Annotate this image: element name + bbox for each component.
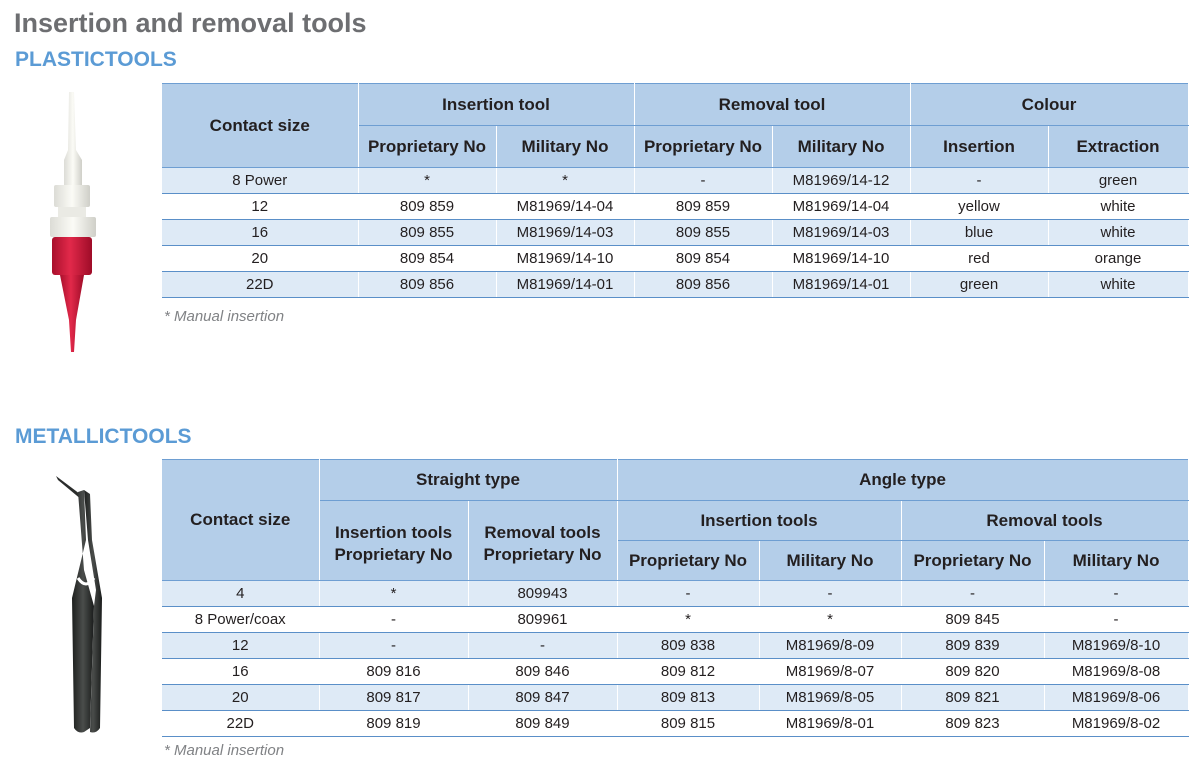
table-row — [162, 607, 1188, 633]
table-cell: 809 859 — [358, 194, 496, 220]
table-cell: 20 — [162, 246, 358, 272]
header-angle-insertion-proprietary-no: Proprietary No — [617, 541, 759, 581]
header-insertion-proprietary-no: Proprietary No — [358, 126, 496, 168]
header-line: Proprietary No — [483, 544, 602, 564]
metallic-tools-table — [162, 459, 1189, 737]
table-cell: M81969/14-04 — [772, 194, 910, 220]
header-straight-type: Straight type — [319, 460, 617, 501]
table-cell: 809 820 — [901, 659, 1044, 685]
header-removal-military-no: Military No — [772, 126, 910, 168]
table-cell: * — [358, 168, 496, 194]
header-contact-size: Contact size — [162, 84, 358, 168]
table-cell: M81969/8-01 — [759, 711, 901, 737]
table-cell: - — [901, 581, 1044, 607]
table-cell: M81969/8-10 — [1044, 633, 1188, 659]
table-cell: - — [759, 581, 901, 607]
table-row — [162, 168, 1188, 194]
table-cell: 22D — [162, 272, 358, 298]
table-row — [162, 581, 1188, 607]
table-cell: M81969/14-10 — [772, 246, 910, 272]
table-cell: 809 821 — [901, 685, 1044, 711]
table-cell: 809 854 — [634, 246, 772, 272]
page-title: Insertion and removal tools — [14, 8, 367, 38]
table-cell: 809 849 — [468, 711, 617, 737]
table-cell: 4 — [162, 581, 319, 607]
table-cell: M81969/8-08 — [1044, 659, 1188, 685]
header-colour: Colour — [910, 84, 1188, 126]
header-insertion-tool: Insertion tool — [358, 84, 634, 126]
metallic-tool-image — [50, 470, 120, 735]
header-line: Removal tools — [484, 522, 601, 542]
table-cell: green — [910, 272, 1048, 298]
table-cell: 20 — [162, 685, 319, 711]
table-cell: 809 839 — [901, 633, 1044, 659]
table-cell: 809 816 — [319, 659, 468, 685]
table-cell: 809 846 — [468, 659, 617, 685]
table-cell: 809 812 — [617, 659, 759, 685]
table-cell: 809 819 — [319, 711, 468, 737]
table-cell: 8 Power — [162, 168, 358, 194]
table-cell: white — [1048, 194, 1188, 220]
table-cell: - — [319, 607, 468, 633]
table-cell: 809 815 — [617, 711, 759, 737]
table-cell: 809 859 — [634, 194, 772, 220]
header-angle-insertion-military-no: Military No — [759, 541, 901, 581]
header-angle-removal-military-no: Military No — [1044, 541, 1188, 581]
table-cell: 22D — [162, 711, 319, 737]
table-cell: 16 — [162, 220, 358, 246]
table-cell: 809 855 — [634, 220, 772, 246]
header-straight-insertion-proprietary-no — [319, 501, 468, 581]
metallic-tools-title: METALLICTOOLS — [15, 425, 192, 448]
table-cell: M81969/14-03 — [772, 220, 910, 246]
table-cell: M81969/8-02 — [1044, 711, 1188, 737]
table-cell: 809961 — [468, 607, 617, 633]
table-cell: green — [1048, 168, 1188, 194]
header-angle-insertion-tools: Insertion tools — [617, 501, 901, 541]
table-cell: 809 856 — [358, 272, 496, 298]
table-cell: * — [319, 581, 468, 607]
table-cell: - — [1044, 607, 1188, 633]
table-row — [162, 633, 1188, 659]
table-cell: - — [617, 581, 759, 607]
header-angle-type: Angle type — [617, 460, 1188, 501]
table-row — [162, 711, 1188, 737]
table-cell: 809 813 — [617, 685, 759, 711]
header-insertion-military-no: Military No — [496, 126, 634, 168]
table-row — [162, 685, 1188, 711]
table-cell: M81969/14-12 — [772, 168, 910, 194]
header-removal-proprietary-no: Proprietary No — [634, 126, 772, 168]
plastic-tool-image — [38, 90, 108, 355]
table-cell: 809 855 — [358, 220, 496, 246]
table-row — [162, 659, 1188, 685]
table-cell: red — [910, 246, 1048, 272]
header-contact-size: Contact size — [162, 460, 319, 581]
header-removal-tool: Removal tool — [634, 84, 910, 126]
table-row — [162, 246, 1188, 272]
header-colour-insertion: Insertion — [910, 126, 1048, 168]
table-cell: M81969/14-03 — [496, 220, 634, 246]
table-cell: - — [468, 633, 617, 659]
table-cell: - — [1044, 581, 1188, 607]
table-cell: * — [617, 607, 759, 633]
table-cell: M81969/8-05 — [759, 685, 901, 711]
table-cell: 809 847 — [468, 685, 617, 711]
table-cell: * — [496, 168, 634, 194]
table-cell: white — [1048, 220, 1188, 246]
table-cell: yellow — [910, 194, 1048, 220]
plastic-tools-table — [162, 83, 1189, 298]
table-cell: 16 — [162, 659, 319, 685]
table-cell: M81969/8-06 — [1044, 685, 1188, 711]
table-cell: 8 Power/coax — [162, 607, 319, 633]
table-cell: M81969/8-07 — [759, 659, 901, 685]
table-cell: M81969/14-01 — [772, 272, 910, 298]
header-line: Insertion tools — [334, 522, 453, 542]
header-straight-removal-proprietary-no — [468, 501, 617, 581]
table-cell: 12 — [162, 194, 358, 220]
table-row — [162, 272, 1188, 298]
table-cell: 809 856 — [634, 272, 772, 298]
table-cell: 809 823 — [901, 711, 1044, 737]
table-row — [162, 220, 1188, 246]
table-cell: M81969/14-10 — [496, 246, 634, 272]
table-cell: white — [1048, 272, 1188, 298]
table-cell: * — [759, 607, 901, 633]
table-cell: 809 838 — [617, 633, 759, 659]
table-cell: - — [910, 168, 1048, 194]
table-cell: M81969/8-09 — [759, 633, 901, 659]
table-cell: orange — [1048, 246, 1188, 272]
table-cell: M81969/14-01 — [496, 272, 634, 298]
header-angle-removal-proprietary-no: Proprietary No — [901, 541, 1044, 581]
table-row — [162, 194, 1188, 220]
header-angle-removal-tools: Removal tools — [901, 501, 1188, 541]
plastic-tools-title: PLASTICTOOLS — [15, 48, 177, 71]
table-cell: 809 845 — [901, 607, 1044, 633]
table-cell: - — [319, 633, 468, 659]
metallic-footnote: * Manual insertion — [164, 742, 285, 759]
table-cell: 809943 — [468, 581, 617, 607]
header-line: Proprietary No — [334, 544, 453, 564]
table-cell: - — [634, 168, 772, 194]
table-cell: 809 817 — [319, 685, 468, 711]
plastic-footnote: * Manual insertion — [164, 308, 285, 325]
table-cell: 809 854 — [358, 246, 496, 272]
header-colour-extraction: Extraction — [1048, 126, 1188, 168]
table-cell: M81969/14-04 — [496, 194, 634, 220]
table-cell: blue — [910, 220, 1048, 246]
table-cell: 12 — [162, 633, 319, 659]
